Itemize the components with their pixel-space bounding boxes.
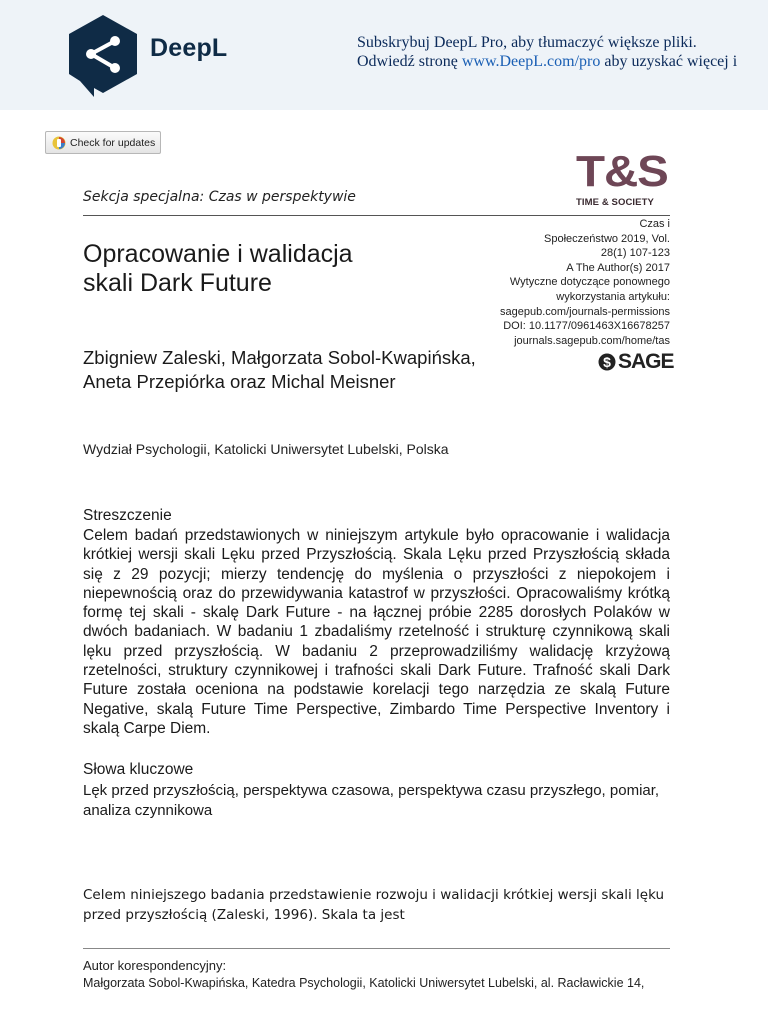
footnote-divider [83, 948, 670, 949]
keywords-text: Lęk przed przyszłością, perspektywa czasowa, perspektywa czasu przyszłego, pomiar, analiza czynnikowa [83, 782, 660, 819]
deepl-logo-icon [66, 13, 140, 97]
sage-mark-icon [598, 353, 616, 371]
promo-line-1: Subskrybuj DeepL Pro, aby tłumaczyć większe pliki. [357, 34, 697, 51]
meta-line: Społeczeństwo 2019, Vol. [544, 232, 670, 245]
meta-line: DOI: 10.1177/0961463X16678257 [503, 320, 670, 333]
deepl-promo [357, 33, 737, 71]
article-meta [430, 217, 670, 348]
promo-line-2 [357, 52, 737, 71]
deepl-banner [0, 0, 768, 110]
meta-line: Czas i [639, 218, 670, 230]
journal-logo [576, 147, 670, 208]
author-affiliation: Wydział Psychologii, Katolicki Uniwersytet Lubelski, Polska [83, 441, 449, 457]
correspondence-label: Autor korespondencyjny: [83, 958, 227, 973]
body-paragraph: Celem niniejszego badania przedstawienie rozwoju i walidacji krótkiej wersji skali lęku przed przyszłością (Zaleski, 1996). Skala ta jest [83, 887, 665, 923]
section-label: Sekcja specjalna: Czas w perspektywie [83, 189, 356, 205]
promo-prefix: Odwiedź stronę [357, 53, 462, 70]
meta-line: Wytyczne dotyczące ponownego [509, 276, 670, 289]
abstract-heading: Streszczenie [83, 507, 172, 524]
meta-line: sagepub.com/journals-permissions [500, 305, 670, 318]
meta-line: 28(1) 107-123 [600, 247, 670, 260]
abstract-text: Celem badań przedstawionych w niniejszym artykule było opracowanie i walidacja krótkiej wersji skali Lęku przed Przyszłością. Skala Lęku przed Przyszłością składa się z 29 pozycji; mierzy tendencję do myślenia o przyszłości z niepokojem i niepewnością oraz do przewidywania katastrof w przyszłości. Opracowaliśmy krótką formę tej skali - skalę Dark Future - na łącznej próbie 2285 dorosłych Polaków w dwóch badaniach. W badaniu 1 zbadaliśmy rzetelność i strukturę czynnikową skali lęku przed przyszłością. W badaniu 2 przeprowadziliśmy walidację krzyżową rzetelności, struktury czynnikowej i trafności skali Dark Future. Trafność skali Dark Future została oceniona na podstawie korelacji tego narzędzia ze skalą Future Negative, skalą Future Time Perspective, Zimbardo Time Perspective Inventory i skalą Carpe Diem. [83, 527, 670, 737]
sage-logo-text: SAGE [618, 350, 674, 373]
meta-line: A The Author(s) 2017 [566, 261, 670, 274]
correspondence-text: Małgorzata Sobol-Kwapińska, Katedra Psychologii, Katolicki Uniwersytet Lubelski, al. Racławickie 14, [83, 976, 645, 990]
keywords-heading: Słowa kluczowe [83, 761, 194, 778]
meta-line: wykorzystania artykułu: [556, 290, 670, 303]
journal-logo-subtitle: TIME & SOCIETY [576, 197, 654, 208]
check-for-updates-label: Check for updates [70, 136, 156, 149]
deepl-pro-link[interactable]: www.DeepL.com/pro [461, 53, 601, 70]
promo-suffix: aby uzyskać więcej i [600, 53, 738, 70]
journal-logo-mark: T&S [576, 147, 668, 196]
check-for-updates-button[interactable] [45, 131, 161, 154]
deepl-logo-text: DeepL [150, 34, 228, 62]
crossmark-icon [52, 136, 66, 150]
header-divider [83, 215, 670, 216]
svg-text:$: $ [603, 354, 611, 370]
sage-logo [598, 350, 674, 374]
meta-line: journals.sagepub.com/home/tas [514, 334, 670, 347]
article-title: Opracowanie i walidacja skali Dark Future [83, 240, 353, 297]
article-authors: Zbigniew Zaleski, Małgorzata Sobol-Kwapińska, Aneta Przepiórka oraz Michal Meisner [83, 347, 476, 392]
